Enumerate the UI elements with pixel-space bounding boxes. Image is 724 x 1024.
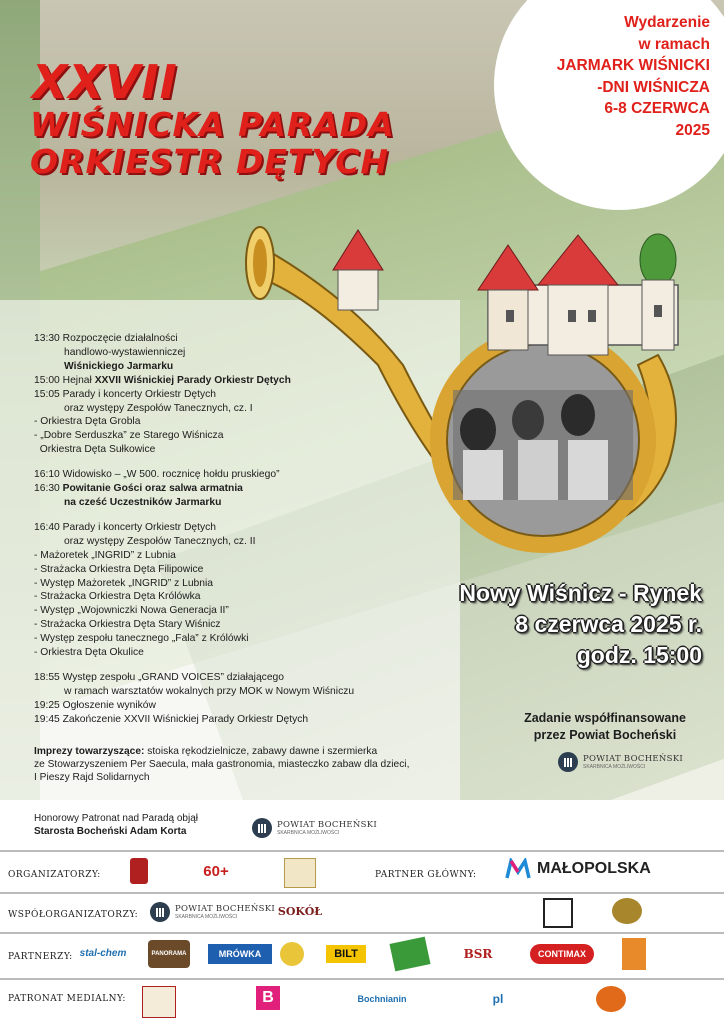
- cofunding-note: Zadanie współfinansowane przez Powiat Bocheński: [524, 711, 686, 742]
- crest-logo: [130, 858, 148, 884]
- program-item: Wiśnickiego Jarmarku: [64, 360, 174, 372]
- program-item: oraz występy Zespołów Tanecznych, cz. I: [64, 402, 253, 414]
- building-logo: [543, 898, 573, 928]
- media-label: PATRONAT MEDIALNY:: [8, 994, 126, 1004]
- b-logo: B: [256, 986, 280, 1010]
- poster-title: XXVII WIŚNICKA PARADA ORKIESTR DĘTYCH: [30, 55, 395, 181]
- powiat-logo: POWIAT BOCHEŃSKI SKARBNICA MOŻLIWOŚCI: [558, 752, 683, 772]
- main-partner-label: PARTNER GŁÓWNY:: [375, 870, 477, 880]
- powiat-emblem-icon: [558, 752, 578, 772]
- program-item: 16:10 Widowisko – „W 500. rocznicę hołdu pruskiego”: [34, 469, 280, 481]
- malopolska-logo: MAŁOPOLSKA: [505, 858, 651, 880]
- program-item: 19:25 Ogłoszenie wyników: [34, 699, 156, 711]
- honorary-patronage: Honorowy Patronat nad Paradą objął Starosta Bocheński Adam Korta: [34, 813, 198, 837]
- program-item: 18:55 Występ zespołu „GRAND VOICES” działającego: [34, 671, 285, 683]
- accompanying-events: Imprezy towarzyszące: stoiska rękodzielnicze, zabawy dawne i szermierka ze Stowarzyszeniem Per Saecula, mała gastronomia, miasteczko zabaw dla dzieci, I Pieszy Rajd Solidarnych: [34, 746, 410, 783]
- organizers-label: ORGANIZATORZY:: [8, 870, 101, 880]
- program-item: - Występ zespołu tanecznego „Fala” z Królówki: [34, 633, 249, 645]
- mascot-logo: [280, 942, 304, 966]
- powiat-logo-coorganizer: POWIAT BOCHEŃSKI SKARBNICA MOŻLIWOŚCI: [150, 902, 275, 922]
- program-item: na cześć Uczestników Jarmarku: [64, 496, 222, 508]
- venue-date-time: Nowy Wiśnicz - Rynek 8 czerwca 2025 r. godz. 15:00: [459, 580, 702, 668]
- mrowka-logo: MRÓWKA: [208, 944, 272, 964]
- contimax-logo: CONTIMAX: [530, 944, 594, 964]
- program-item: 19:45 Zakończenie XXVII Wiśnickiej Parady Orkiestr Dętych: [34, 713, 309, 725]
- sokol-logo: SOKÓŁ: [277, 904, 323, 918]
- powiat-emblem-icon: [252, 818, 272, 838]
- program-item: 15:00 Hejnał XXVII Wiśnickiej Parady Orkiestr Dętych: [34, 374, 291, 386]
- program-item: - Mażoretek „INGRID” z Lubnia: [34, 549, 176, 561]
- program-item: w ramach warsztatów wokalnych przy MOK w Nowym Wiśniczu: [64, 685, 355, 697]
- malopolska-m-icon: [505, 858, 531, 880]
- program-item: oraz występy Zespołów Tanecznych, cz. II: [64, 535, 256, 547]
- program-item: - Orkiestra Dęta Okulice: [34, 647, 144, 659]
- panorama-logo: PANORAMA: [148, 940, 190, 968]
- coorganizers-label: WSPÓŁORGANIZATORZY:: [8, 910, 139, 920]
- program-item: - „Dobre Serduszka” ze Starego Wiśnicza: [34, 430, 224, 442]
- program-item: 16:30 Powitanie Gości oraz salwa armatnia: [34, 483, 243, 495]
- program-item: - Strażacka Orkiestra Dęta Stary Wiśnicz: [34, 619, 221, 631]
- media-logo-1: [142, 986, 176, 1018]
- sixty-plus-logo: 60+: [203, 862, 229, 880]
- stal-chem-logo: stal-chem: [79, 947, 127, 959]
- program-item: 16:40 Parady i koncerty Orkiestr Dętych: [34, 521, 216, 533]
- crest-logo-2: [612, 898, 642, 924]
- event-note: Wydarzenie w ramach JARMARK WIŚNICKI -DNI WIŚNICZA 6-8 CZERWCA 2025: [556, 14, 710, 139]
- partners-label: PARTNERZY:: [8, 952, 73, 962]
- mok-logo: [284, 858, 316, 888]
- program-item: 15:05 Parady i koncerty Orkiestr Dętych: [34, 388, 216, 400]
- program-item: - Występ Mażoretek „INGRID” z Lubnia: [34, 577, 214, 589]
- program-item: - Strażacka Orkiestra Dęta Królówka: [34, 591, 201, 603]
- powiat-emblem-icon: [150, 902, 170, 922]
- bochnianin-logo: Bochnianin: [357, 994, 407, 1004]
- program-item: - Orkiestra Dęta Grobla: [34, 416, 141, 428]
- bsr-logo: BSR: [463, 947, 493, 961]
- program-item: - Występ „Wojowniczki Nowa Generacja II”: [34, 605, 229, 617]
- radio-logo: [596, 986, 626, 1012]
- pl-logo: pl: [492, 992, 504, 1006]
- program-item: handlowo-wystawienniczej: [64, 346, 186, 358]
- program-schedule: [34, 332, 454, 727]
- dance-logo: [622, 938, 646, 970]
- program-item: - Strażacka Orkiestra Dęta Filipowice: [34, 563, 204, 575]
- powiat-logo-patronage: POWIAT BOCHEŃSKI SKARBNICA MOŻLIWOŚCI: [252, 818, 377, 838]
- bilt-logo: BILT: [326, 945, 366, 963]
- program-item: 13:30 Rozpoczęcie działalności: [34, 333, 178, 344]
- program-item: Orkiestra Dęta Sułkowice: [34, 444, 156, 456]
